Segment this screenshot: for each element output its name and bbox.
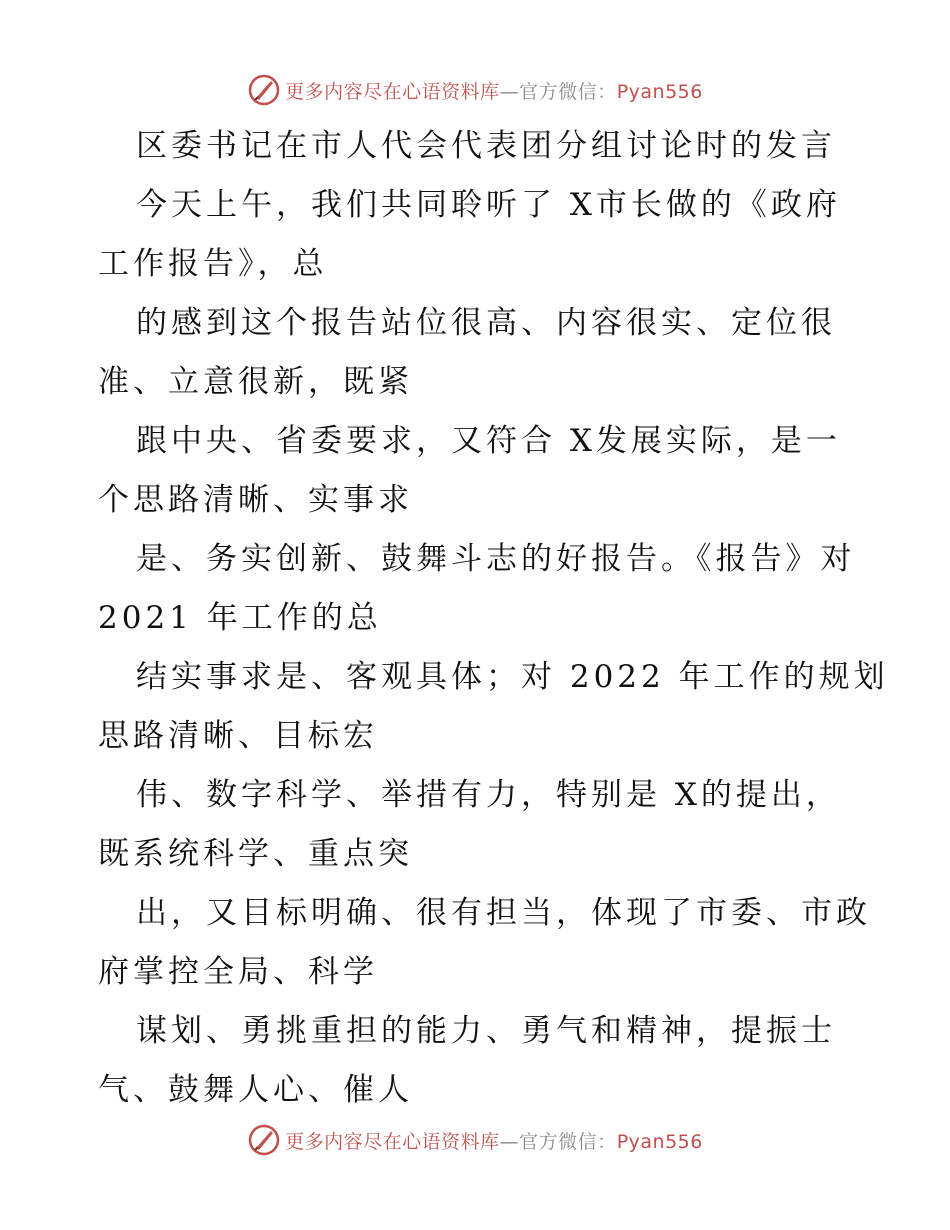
body-line: 的感到这个报告站位很高、内容很实、定位很 bbox=[136, 305, 836, 341]
body-line: 府掌控全局、科学 bbox=[98, 954, 378, 990]
body-line: 是、务实创新、鼓舞斗志的好报告。《报告》对 bbox=[136, 541, 856, 577]
banner-main-text: 更多内容尽在心语资料库 bbox=[285, 1130, 500, 1153]
banner-main-text: 更多内容尽在心语资料库 bbox=[285, 80, 500, 103]
body-line: 工作报告》，总 bbox=[98, 246, 328, 282]
body-line: 个思路清晰、实事求 bbox=[98, 482, 413, 518]
body-line: 谋划、勇挑重担的能力、勇气和精神，提振士 bbox=[136, 1013, 836, 1049]
banner-text bbox=[285, 77, 703, 104]
body-line: 气、鼓舞人心、催人 bbox=[98, 1072, 413, 1108]
banner-wechat-label: 官方微信： bbox=[519, 1130, 617, 1153]
banner-text bbox=[285, 1127, 703, 1154]
document-title: 区委书记在市人代会代表团分组讨论时的发言 bbox=[136, 128, 836, 164]
body-line: 结实事求是、客观具体；对 2022 年工作的规划 bbox=[136, 659, 889, 695]
footer-watermark-banner bbox=[0, 1120, 950, 1160]
body-line: 既系统科学、重点突 bbox=[98, 836, 413, 872]
quill-pen-logo-icon bbox=[247, 1123, 281, 1157]
banner-wechat-id: Pyan556 bbox=[616, 1130, 703, 1153]
banner-wechat-label: 官方微信： bbox=[519, 80, 617, 103]
header-watermark-banner bbox=[0, 70, 950, 110]
body-line: 今天上午，我们共同聆听了 X市长做的《政府 bbox=[136, 187, 841, 223]
banner-dash: — bbox=[499, 1130, 520, 1153]
body-line: 2021 年工作的总 bbox=[98, 600, 382, 636]
body-line: 出，又目标明确、很有担当，体现了市委、市政 bbox=[136, 895, 871, 931]
body-line: 跟中央、省委要求，又符合 X发展实际，是一 bbox=[136, 423, 841, 459]
banner-dash: — bbox=[499, 80, 520, 103]
quill-pen-logo-icon bbox=[247, 73, 281, 107]
body-line: 准、立意很新，既紧 bbox=[98, 364, 413, 400]
document-body bbox=[98, 117, 889, 1120]
banner-wechat-id: Pyan556 bbox=[616, 80, 703, 103]
body-line: 伟、数字科学、举措有力，特别是 X的提出， bbox=[136, 777, 841, 813]
body-line: 思路清晰、目标宏 bbox=[98, 718, 378, 754]
